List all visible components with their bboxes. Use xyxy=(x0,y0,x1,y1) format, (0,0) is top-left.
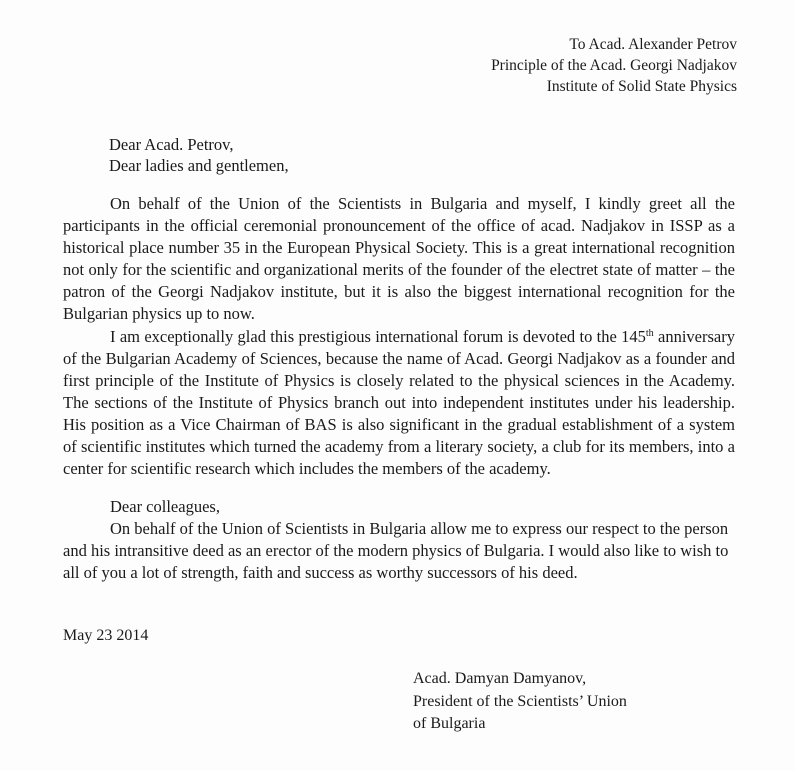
signature-title: President of the Scientists’ Union xyxy=(413,692,627,710)
addressee-line-institute: Institute of Solid State Physics xyxy=(546,78,737,95)
body-paragraph-2-end: anniversary of the Bulgarian Academy of Sciences, because the name of Acad. Georgi Nadjakov as a founder and first principle of the Institute of Physics is closely related to the physical sciences in the Academy. The sections of the Institute of Physics branch out into independent institutes under his leadership. His position as a Vice Chairman of BAS is also significant in the gradual establishment of a system of scientific institutes which turned the academy from a literary society, a club for its members, into a center for scientific research which includes the members of the academy. xyxy=(63,326,735,479)
body-paragraph-1: On behalf of the Union of the Scientists in Bulgaria and myself, I kindly greet all the participants in the official ceremonial pronouncement of the office of acad. Nadjakov in ISSP as a historical place number 35 in the European Physical Society. This is a great international recognition not only for the scientific and organizational merits of the founder of the electret state of matter – the patron of the Georgi Nadjakov institute, but it is also the biggest international recognition for the Bulgarian physics up to now. xyxy=(63,194,735,324)
addressee-line-name: To Acad. Alexander Petrov xyxy=(569,36,737,53)
closing-greeting: Dear colleagues, xyxy=(110,497,220,516)
closing-block xyxy=(63,496,735,584)
signature-name: Acad. Damyan Damyanov, xyxy=(413,670,587,687)
body-paragraph-2-start: I am exceptionally glad this prestigious international forum is devoted to the 145 xyxy=(110,326,646,346)
signature-organization: of Bulgaria xyxy=(413,715,486,732)
letter-body xyxy=(63,193,735,480)
salutation-line-2: Dear ladies and gentlemen, xyxy=(109,156,289,175)
salutation-line-1: Dear Acad. Petrov, xyxy=(109,135,234,154)
addressee-line-title: Principle of the Acad. Georgi Nadjakov xyxy=(491,57,737,74)
ordinal-suffix: th xyxy=(645,327,654,339)
addressee-block xyxy=(491,34,737,97)
closing-paragraph: On behalf of the Union of Scientists in Bulgaria allow me to express our respect to the person and his intransitive deed as an erector of the modern physics of Bulgaria. I would also like to wish to all of you a lot of strength, faith and success as worthy successors of his deed. xyxy=(63,519,729,583)
letter-date: May 23 2014 xyxy=(63,627,149,644)
body-paragraph-2 xyxy=(63,326,735,481)
signature-block xyxy=(413,668,627,736)
salutation-block xyxy=(109,134,289,176)
